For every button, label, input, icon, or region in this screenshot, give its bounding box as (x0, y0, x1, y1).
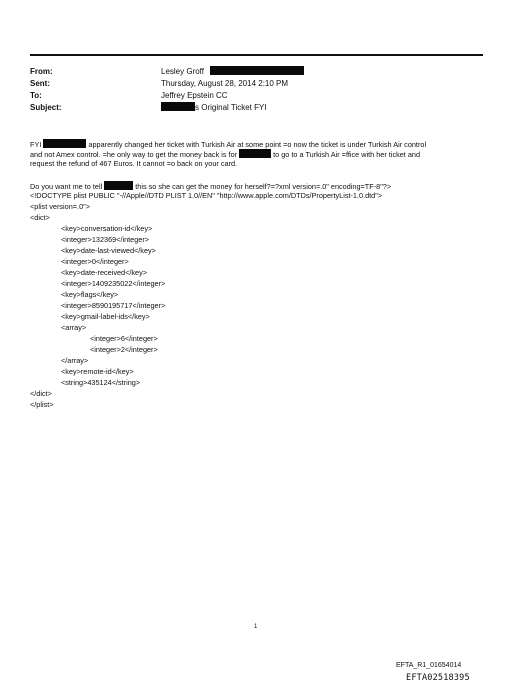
code-line: <key>remote-id</key> (61, 367, 134, 376)
code-line: <integer>2</integer> (90, 345, 158, 354)
sent-label: Sent: (30, 79, 50, 88)
redaction-box (239, 149, 271, 158)
code-line: <key>date-received</key> (61, 268, 147, 277)
code-line: <key>flags</key> (61, 290, 119, 299)
page-number: 1 (254, 624, 258, 630)
body-text: apparently changed her ticket with Turkish Air at some point =o now the ticket is under Turkish Air control (88, 140, 427, 149)
code-line: <string>435124</string> (61, 378, 141, 387)
from-label: From: (30, 67, 53, 76)
code-line: <array> (61, 323, 87, 332)
subject-value (161, 102, 267, 113)
code-line: <integer>0</integer> (61, 257, 129, 266)
from-value (161, 66, 304, 77)
code-line: <dict> (30, 213, 50, 222)
code-line: <key>conversation-id</key> (61, 224, 153, 233)
subject-text: s Original Ticket FYI (195, 103, 267, 112)
body-line: request the refund of 467 Euros. It cannot =o back on your card. (30, 159, 238, 168)
bates-stamp-secondary: EFTA02518395 (406, 673, 470, 683)
code-line: <integer>6</integer> (90, 334, 158, 343)
subject-label: Subject: (30, 103, 62, 112)
code-line: <integer>8590195717</integer> (61, 301, 166, 310)
code-line: <key>gmail-label-ids</key> (61, 312, 150, 321)
code-line: </plist> (30, 400, 54, 409)
code-line: <integer>132369</integer> (61, 235, 150, 244)
code-line: </array> (61, 356, 89, 365)
to-label: To: (30, 91, 42, 100)
redaction-box (43, 139, 86, 148)
redaction-box (210, 66, 304, 75)
to-value: Jeffrey Epstein CC (161, 91, 228, 100)
body-text: Do you want me to tell (30, 182, 103, 191)
code-line: <integer>1409235022</integer> (61, 279, 166, 288)
body-text: this so she can get the money for herself?=?xml version=.0" encoding=TF-8"?> (135, 182, 392, 191)
from-name: Lesley Groff (161, 67, 204, 76)
code-line: </dict> (30, 389, 52, 398)
header-rule (30, 54, 483, 56)
sent-value: Thursday, August 28, 2014 2:10 PM (161, 79, 289, 88)
body-text: and not Amex control. =he only way to get the money back is for (30, 150, 238, 159)
body-text: FYI (30, 140, 42, 149)
body-text: to go to a Turkish Air =ffice with her ticket and (273, 150, 421, 159)
redaction-box (161, 102, 195, 111)
bates-stamp-primary: EFTA_R1_01654014 (396, 662, 462, 669)
code-line: <!DOCTYPE plist PUBLIC "-//Apple//DTD PLIST 1.0//EN" "http://www.apple.com/DTDs/PropertyList-1.0.dtd"> (30, 191, 383, 200)
code-line: <plist version=.0"> (30, 202, 90, 211)
redaction-box (104, 181, 133, 190)
code-line: <key>date-last-viewed</key> (61, 246, 156, 255)
